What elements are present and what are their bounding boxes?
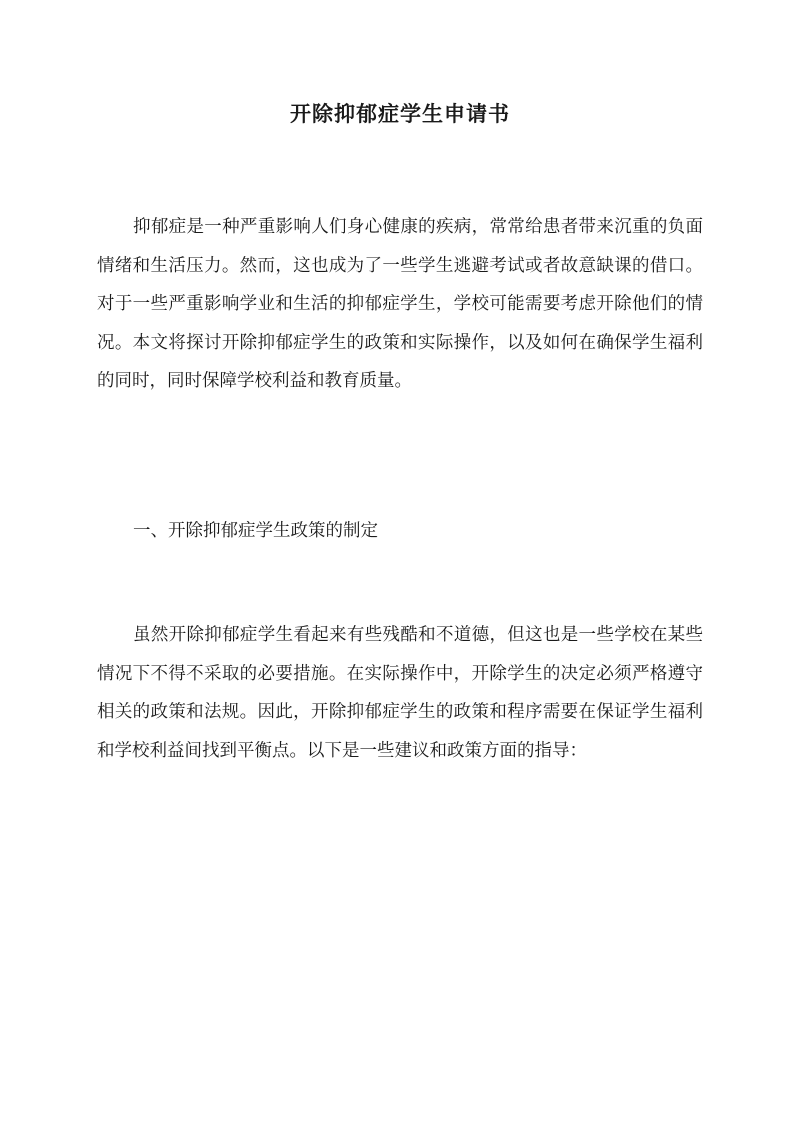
- section-paragraph: 虽然开除抑郁症学生看起来有些残酷和不道德，但这也是一些学校在某些情况下不得不采取的必要措施。在实际操作中，开除学生的决定必须严格遵守相关的政策和法规。因此，开除抑郁症学生的政策和程序需要在保证学生福利和学校利益间找到平衡点。以下是一些建议和政策方面的指导：: [97, 625, 703, 761]
- section-heading: 一、开除抑郁症学生政策的制定: [133, 521, 378, 541]
- document-title: 开除抑郁症学生申请书: [290, 101, 510, 126]
- intro-paragraph: 抑郁症是一种严重影响人们身心健康的疾病，常常给患者带来沉重的负面情绪和生活压力。然而，这也成为了一些学生逃避考试或者故意缺课的借口。对于一些严重影响学业和生活的抑郁症学生，学校可能需要考虑开除他们的情况。本文将探讨开除抑郁症学生的政策和实际操作，以及如何在确保学生福利的同时，同时保障学校利益和教育质量。: [97, 217, 703, 391]
